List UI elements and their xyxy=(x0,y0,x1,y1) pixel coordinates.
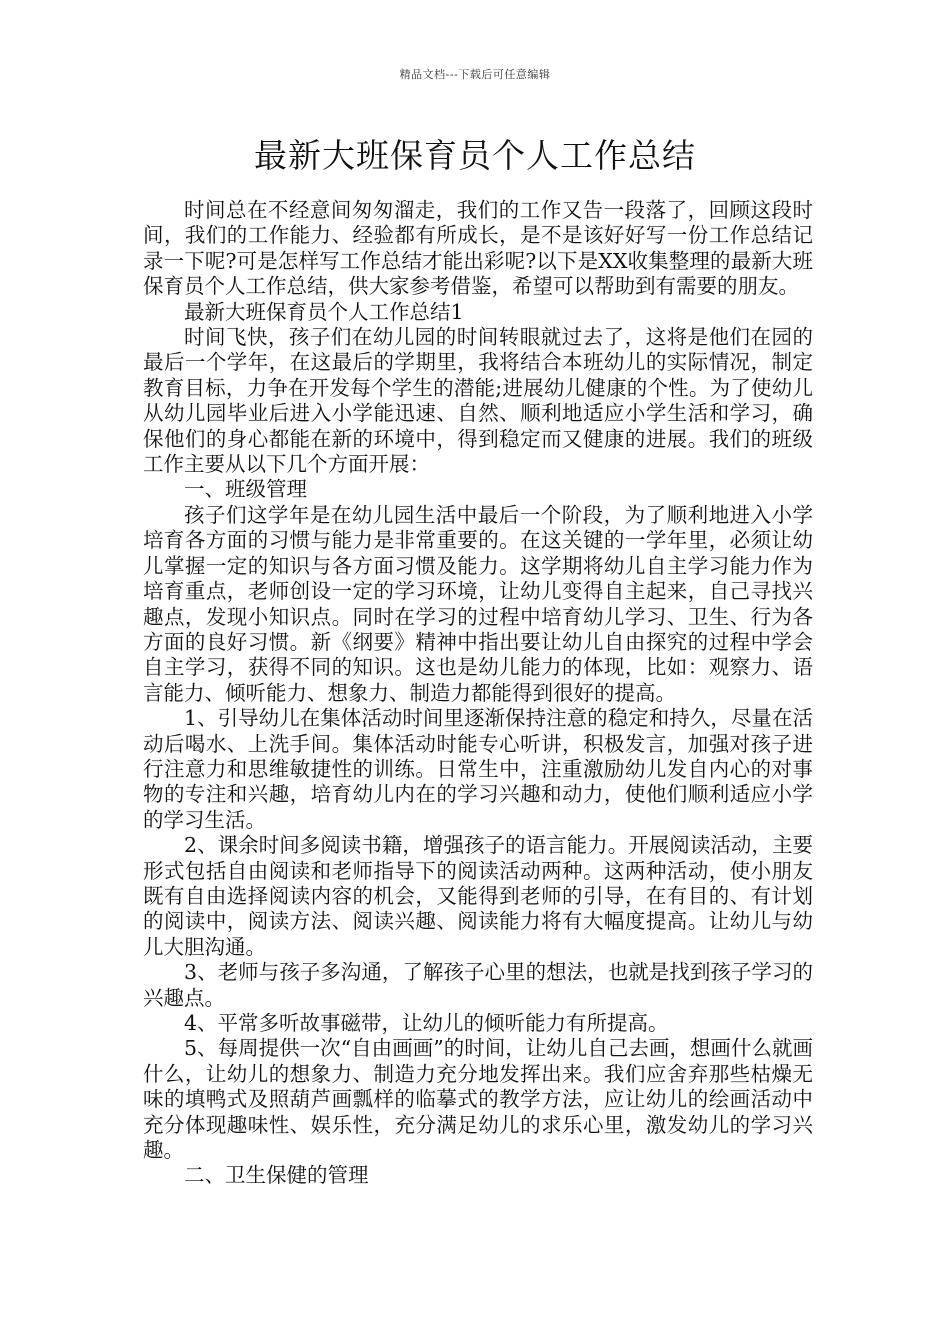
body-paragraph: 时间飞快，孩子们在幼儿园的时间转眼就过去了，这将是他们在园的最后一个学年，在这最后的学期里，我将结合本班幼儿的实际情况，制定教育目标，力争在开发每个学生的潜能;进展幼儿健康的个性。为了使幼儿从幼儿园毕业后进入小学能迅速、自然、顺利地适应小学生活和学习，确保他们的身心都能在新的环境中，得到稳定而又健康的进展。我们的班级工作主要从以下几个方面开展： xyxy=(143,325,813,477)
section-heading-hygiene: 二、卫生保健的管理 xyxy=(184,1163,369,1188)
list-item-4: 4、平常多听故事磁带，让幼儿的倾听能力有所提高。 xyxy=(184,1011,669,1035)
section-heading-class-management: 一、班级管理 xyxy=(184,477,307,502)
document-title: 最新大班保育员个人工作总结 xyxy=(254,136,696,175)
intro-paragraph: 时间总在不经意间匆匆溜走，我们的工作又告一段落了，回顾这段时间，我们的工作能力、经验都有所成长，是不是该好好写一份工作总结记录一下呢?可是怎样写工作总结才能出彩呢?以下是XX收集整理的最新大班保育员个人工作总结，供大家参考借鉴，希望可以帮助到有需要的朋友。 xyxy=(143,198,813,299)
section-heading-summary-1: 最新大班保育员个人工作总结1 xyxy=(184,299,464,324)
list-item-5: 5、每周提供一次“自由画画”的时间，让幼儿自己去画，想画什么就画什么，让幼儿的想象力、制造力充分地发挥出来。我们应舍弃那些枯燥无味的填鸭式及照葫芦画瓢样的临摹式的教学方法，应让幼儿的绘画活动中充分体现趣味性、娱乐性，充分满足幼儿的求乐心里，激发幼儿的学习兴趣。 xyxy=(143,1036,813,1163)
body-paragraph: 孩子们这学年是在幼儿园生活中最后一个阶段，为了顺利地进入小学培育各方面的习惯与能力是非常重要的。在这关键的一学年里，必须让幼儿掌握一定的知识与各方面习惯及能力。这学期将幼儿自主学习能力作为培育重点，老师创设一定的学习环境，让幼儿变得自主起来，自己寻找兴趣点，发现小知识点。同时在学习的过程中培育幼儿学习、卫生、行为各方面的良好习惯。新《纲要》精神中指出要让幼儿自由探究的过程中学会自主学习，获得不同的知识。这也是幼儿能力的体现，比如：观察力、语言能力、倾听能力、想象力、制造力都能得到很好的提高。 xyxy=(143,502,813,705)
list-item-2: 2、课余时间多阅读书籍，增强孩子的语言能力。开展阅读活动，主要形式包括自由阅读和老师指导下的阅读活动两种。这两种活动，使小朋友既有自由选择阅读内容的机会，又能得到老师的引导，在有目的、有计划的阅读中，阅读方法、阅读兴趣、阅读能力将有大幅度提高。让幼儿与幼儿大胆沟通。 xyxy=(143,833,813,959)
header-note: 精品文档---下载后可任意编辑 xyxy=(399,68,551,81)
document-body xyxy=(143,198,813,1189)
list-item-1: 1、引导幼儿在集体活动时间里逐渐保持注意的稳定和持久，尽量在活动后喝水、上洗手间。集体活动时能专心听讲，积极发言，加强对孩子进行注意力和思维敏捷性的训练。日常生中，注重激励幼儿发自内心的对事物的专注和兴趣，培育幼儿内在的学习兴趣和动力，使他们顺利适应小学的学习生活。 xyxy=(143,706,813,832)
list-item-3: 3、老师与孩子多沟通，了解孩子心里的想法，也就是找到孩子学习的兴趣点。 xyxy=(143,960,813,1010)
